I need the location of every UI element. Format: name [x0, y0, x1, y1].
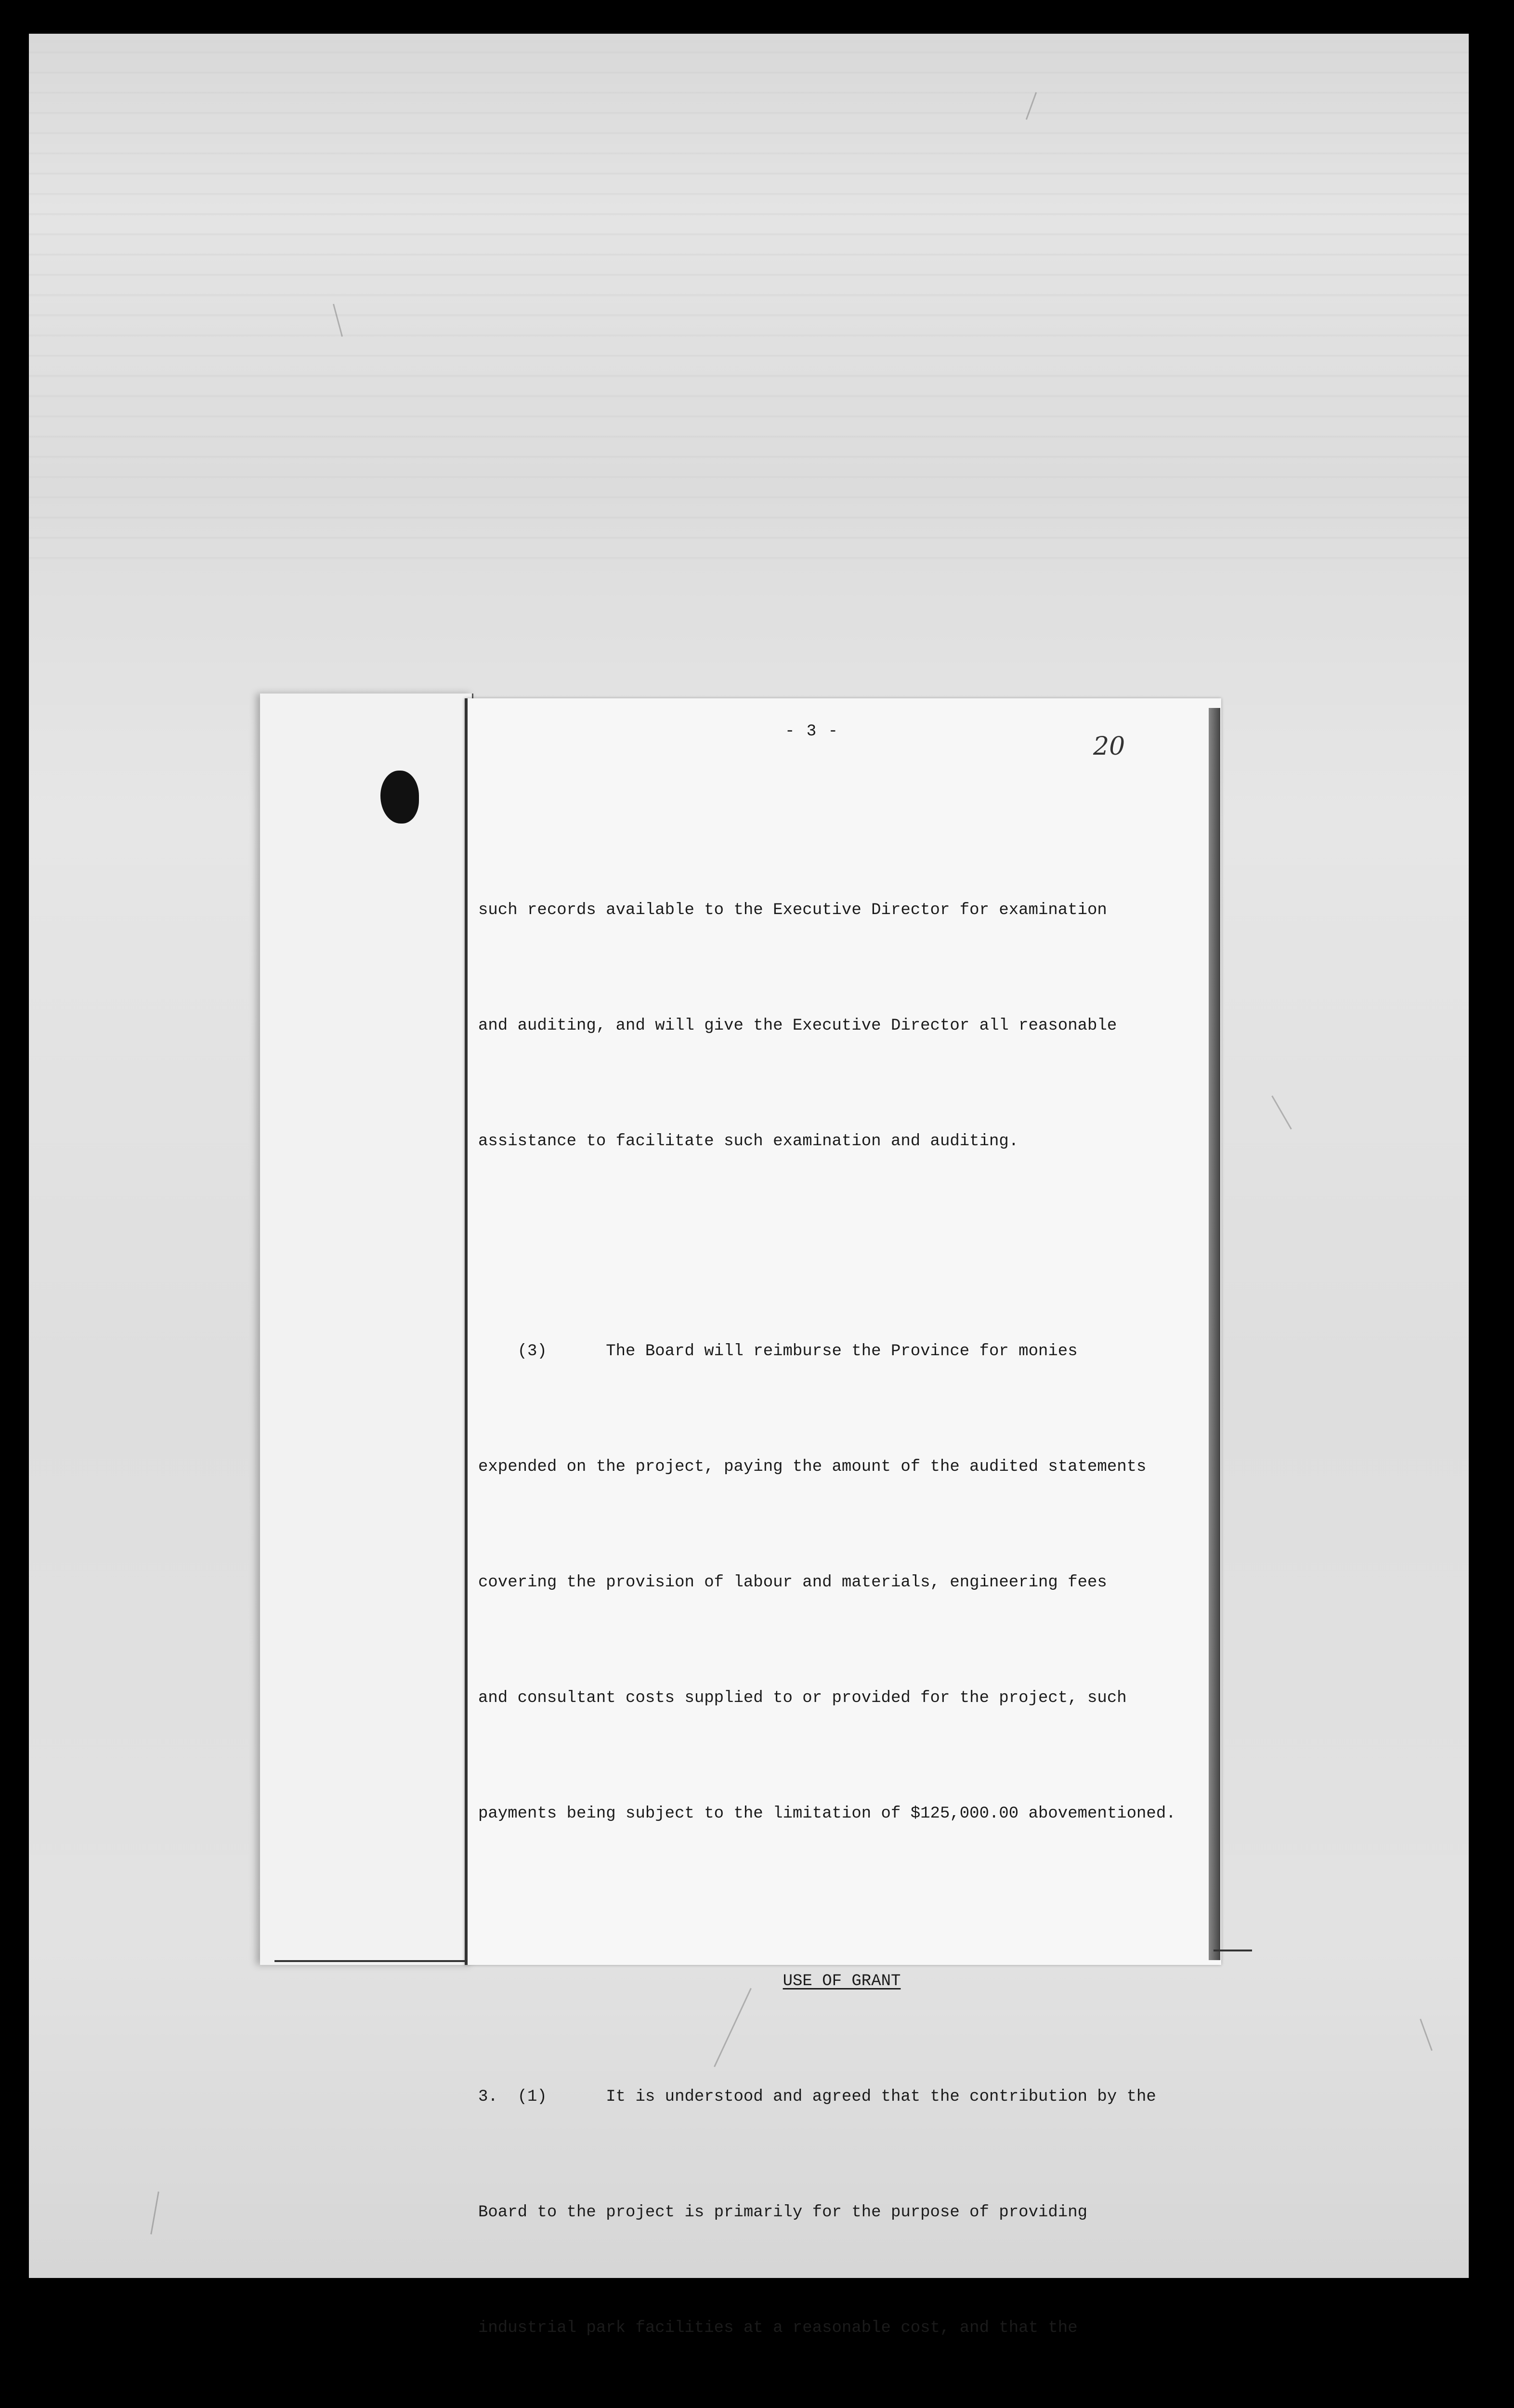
film-scratch	[1026, 92, 1037, 119]
document-body	[478, 814, 1205, 2408]
page-bottom-edge	[274, 1960, 467, 1962]
page-bottom-edge-right	[1214, 1950, 1252, 1951]
text-line: and consultant costs supplied to or provided for the project, such	[478, 1689, 1127, 1707]
page-edge-shadow	[1209, 708, 1220, 1960]
text-line: 3. (1) It is understood and agreed that the contribution by the	[478, 2088, 1156, 2106]
text-line: covering the provision of labour and materials, engineering fees	[478, 1573, 1107, 1592]
film-scratch	[333, 304, 343, 337]
film-scratch	[1271, 1096, 1292, 1130]
text-line: and auditing, and will give the Executive Director all reasonable	[478, 1017, 1117, 1035]
film-scratch	[150, 2191, 159, 2234]
film-scratch	[1420, 2019, 1433, 2051]
text-line: payments being subject to the limitation of $125,000.00 abovementioned.	[478, 1805, 1176, 1823]
text-line: (3) The Board will reimburse the Province for monies	[478, 1342, 1078, 1361]
text-line: expended on the project, paying the amount of the audited statements	[478, 1458, 1147, 1476]
page-number: - 3 -	[785, 722, 839, 741]
text-line: such records available to the Executive Director for examination	[478, 901, 1107, 919]
punch-hole	[380, 771, 419, 824]
back-sheet	[260, 694, 473, 1965]
text-line: Board to the project is primarily for the purpose of providing	[478, 2203, 1088, 2222]
section-heading-use-of-grant: USE OF GRANT	[783, 1972, 901, 1990]
text-line: industrial park facilities at a reasonable cost, and that the	[478, 2319, 1078, 2337]
text-line: assistance to facilitate such examination and auditing.	[478, 1132, 1019, 1151]
handwritten-page-number: 20	[1093, 732, 1125, 761]
